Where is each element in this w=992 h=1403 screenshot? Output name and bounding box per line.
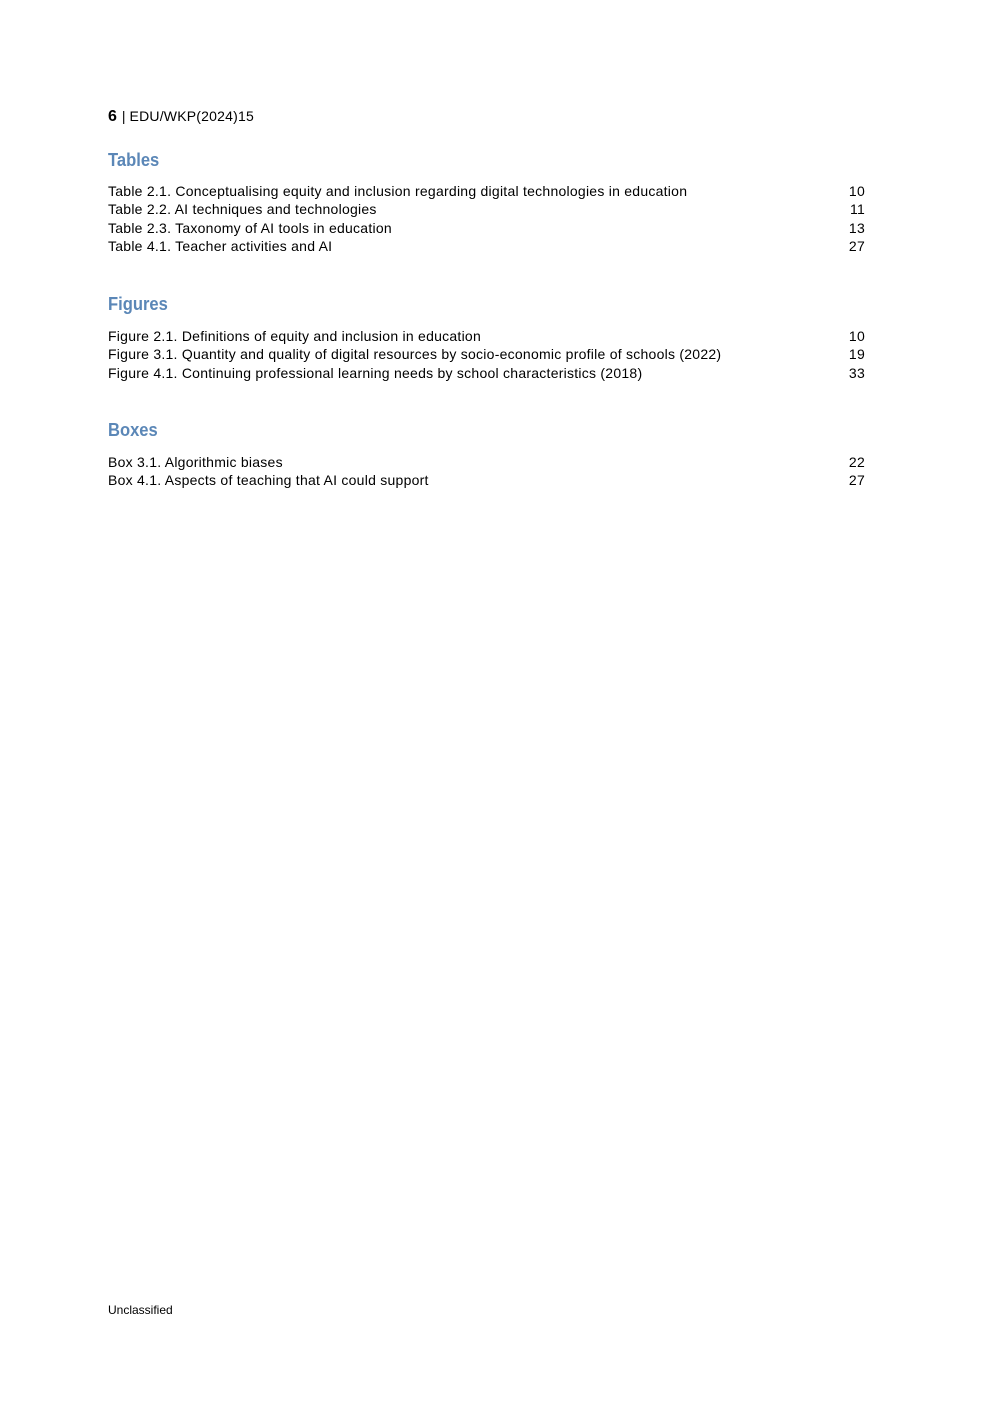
list-of-boxes: [108, 419, 865, 490]
toc-entry-table-2-3[interactable]: [108, 219, 865, 237]
header-separator: |: [121, 108, 126, 124]
toc-entry-page: 33: [848, 364, 865, 381]
toc-entry-title: Table 4.1. Teacher activities and AI: [108, 238, 333, 255]
toc-entry-figure-2-1[interactable]: [108, 327, 865, 345]
toc-entry-title: Figure 2.1. Definitions of equity and inclusion in education: [108, 328, 481, 344]
toc-entry-title: Box 4.1. Aspects of teaching that AI could support: [108, 472, 429, 489]
classification-footer: Unclassified: [108, 1303, 173, 1317]
toc-entry-page: 11: [849, 201, 865, 218]
tables-heading: Tables: [108, 150, 160, 170]
toc-entry-title: Figure 4.1. Continuing professional learning needs by school characteristics (2018): [108, 364, 643, 381]
toc-entry-title: Table 2.2. AI techniques and technologies: [108, 201, 377, 218]
toc-entry-page: 19: [848, 346, 865, 363]
toc-entry-page: 27: [848, 472, 865, 489]
toc-entry-figure-4-1[interactable]: [108, 364, 865, 382]
toc-entry-title: Box 3.1. Algorithmic biases: [108, 454, 283, 470]
toc-entry-page: 10: [848, 183, 865, 199]
figures-list: [108, 327, 865, 382]
figures-heading: Figures: [108, 294, 168, 314]
page-number: 6: [108, 108, 117, 125]
toc-entry-table-2-1[interactable]: [108, 182, 865, 200]
toc-entry-title: Figure 3.1. Quantity and quality of digital resources by socio-economic profile of schools (2022): [108, 346, 722, 363]
toc-entry-box-3-1[interactable]: [108, 453, 865, 471]
toc-entry-box-4-1[interactable]: [108, 471, 865, 489]
boxes-heading: Boxes: [108, 420, 158, 440]
boxes-list: [108, 453, 865, 490]
list-of-tables: [108, 149, 865, 256]
toc-entry-figure-3-1[interactable]: [108, 345, 865, 363]
toc-entry-title: Table 2.1. Conceptualising equity and inclusion regarding digital technologies in education: [108, 183, 688, 199]
toc-entry-page: 13: [848, 219, 865, 236]
tables-list: [108, 182, 865, 256]
toc-entry-page: 27: [848, 238, 865, 255]
toc-entry-title: Table 2.3. Taxonomy of AI tools in education: [108, 219, 392, 236]
toc-entry-table-4-1[interactable]: [108, 237, 865, 255]
toc-entry-page: 10: [848, 328, 865, 344]
toc-entry-table-2-2[interactable]: [108, 200, 865, 218]
document-code: EDU/WKP(2024)15: [129, 108, 254, 124]
page-header: [108, 106, 254, 127]
toc-entry-page: 22: [848, 454, 865, 470]
list-of-figures: [108, 293, 865, 382]
